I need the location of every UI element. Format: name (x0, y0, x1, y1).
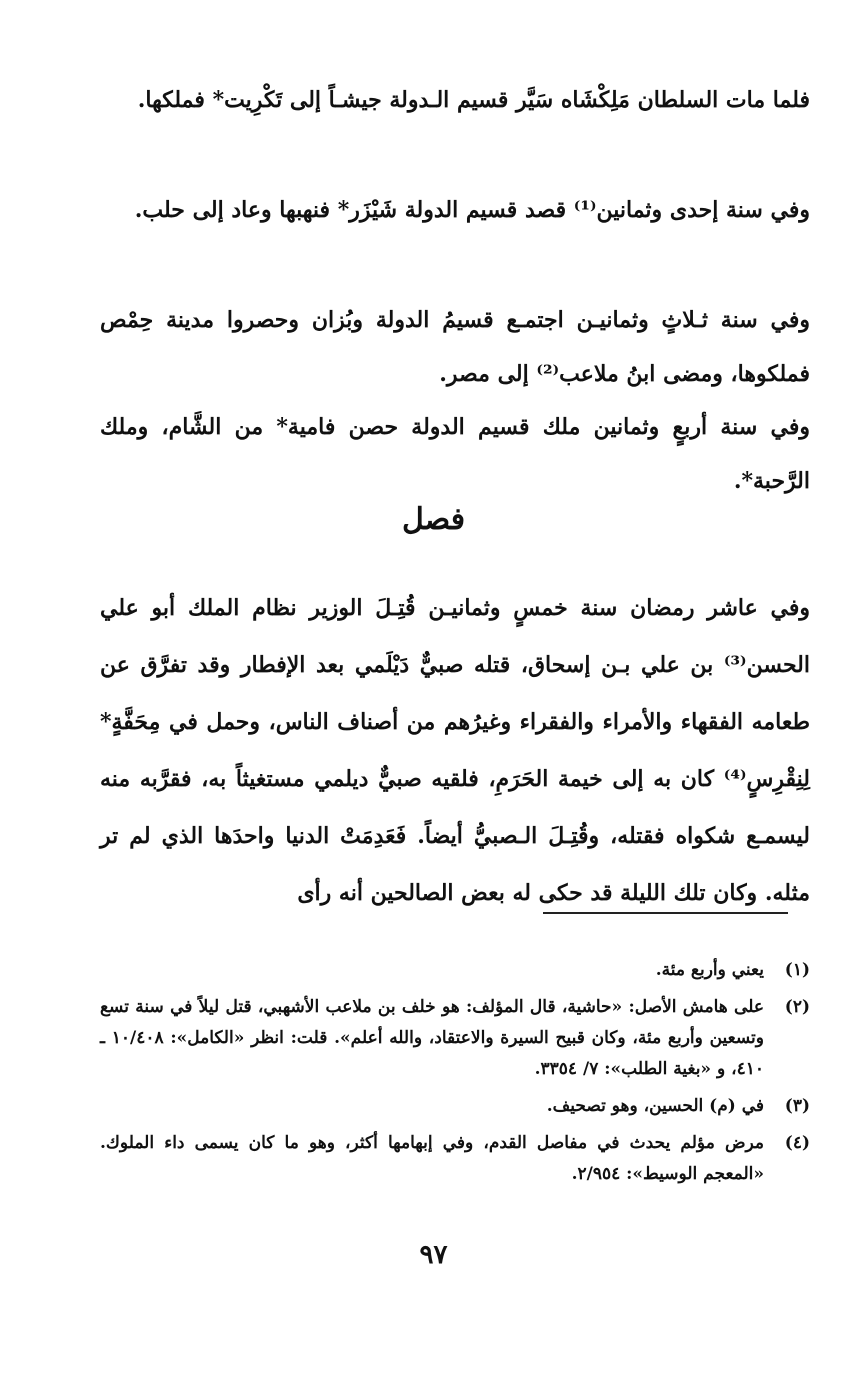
footnote-item (100, 955, 810, 986)
footnotes-list (100, 955, 810, 1196)
footnote-number: (١) (784, 960, 810, 980)
footnote-text: مرض مؤلم يحدث في مفاصل القدم، وفي إبهامها أكثر، وهو ما كان يسمى داء الملوك. «المعجم الوسيط»: ٢/٩٥٤. (100, 1133, 764, 1184)
footnote-text: في (م) الحسين، وهو تصحيف. (546, 1096, 764, 1116)
footnote-number: (٤) (784, 1133, 810, 1153)
footnote-divider (543, 912, 788, 914)
paragraph-year-484: وفي سنة أربعٍ وثمانين ملك قسيم الدولة حصن فامية* من الشَّام، وملك الرَّحبة*. (100, 414, 810, 494)
paragraph-malikshah: فلما مات السلطان مَلِكْشَاه سَيَّر قسيم الـدولة جيشـاً إلى تَكْرِيت* فملكها. (137, 87, 810, 113)
paragraph-nizam-al-mulk: وفي عاشر رمضان سنة خمسٍ وثمانيـن قُتِـلَ الوزير نظام الملك أبو علي الحسن⁽³⁾ بن علي بـن إسحاق، قتله صبيٌّ دَيْلَمي بعد الإفطار وقد تفرَّق عن طعامه الفقهاء والأمراء والفقراء وغيرُهم من أصناف الناس، وحمل في مِحَفَّةٍ* لِنِقْرِسٍ⁽⁴⁾ كان به إلى خيمة الحَرَمِ، فلقيه صبيٌّ ديلمي مستغيثاً به، فقرَّبه منه ليسمـع شكواه فقتله، وقُتِـلَ الـصبيُّ أيضاً. فَعَدِمَتْ الدنيا واحدَها الذي لم تر مثله. وكان تلك الليلة قد حكى له بعض الصالحين أنه رأى (100, 595, 810, 906)
section-heading: فصل (401, 502, 466, 537)
footnote-text: يعني وأربع مئة. (655, 960, 764, 980)
page-number: ٩٧ (419, 1240, 448, 1270)
footnote-item (100, 992, 810, 1085)
footnote-item (100, 1128, 810, 1190)
footnote-item (100, 1091, 810, 1122)
paragraph-year-483: وفي سنة ثـلاثٍ وثمانيـن اجتمـع قسيمُ الدولة وبُزان وحصروا مدينة حِمْص فملكوها، ومضى ابنُ ملاعب⁽²⁾ إلى مصر. (100, 307, 810, 387)
footnote-text: على هامش الأصل: «حاشية، قال المؤلف: هو خلف بن ملاعب الأشهبي، قتل ليلاً في سنة تسع وتسعين وأربع مئة، وكان قبيح السيرة والاعتقاد، والله أعلم». قلت: انظر «الكامل»: ١٠/٤٠٨ ـ ٤١٠، و «بغية الطلب»: ٧/ ٣٣٥٤. (100, 997, 764, 1079)
paragraph-year-481: وفي سنة إحدى وثمانين⁽¹⁾ قصد قسيم الدولة شَيْزَر* فنهبها وعاد إلى حلب. (134, 197, 810, 223)
footnote-number: (٣) (784, 1096, 810, 1116)
footnote-number: (٢) (784, 997, 810, 1017)
